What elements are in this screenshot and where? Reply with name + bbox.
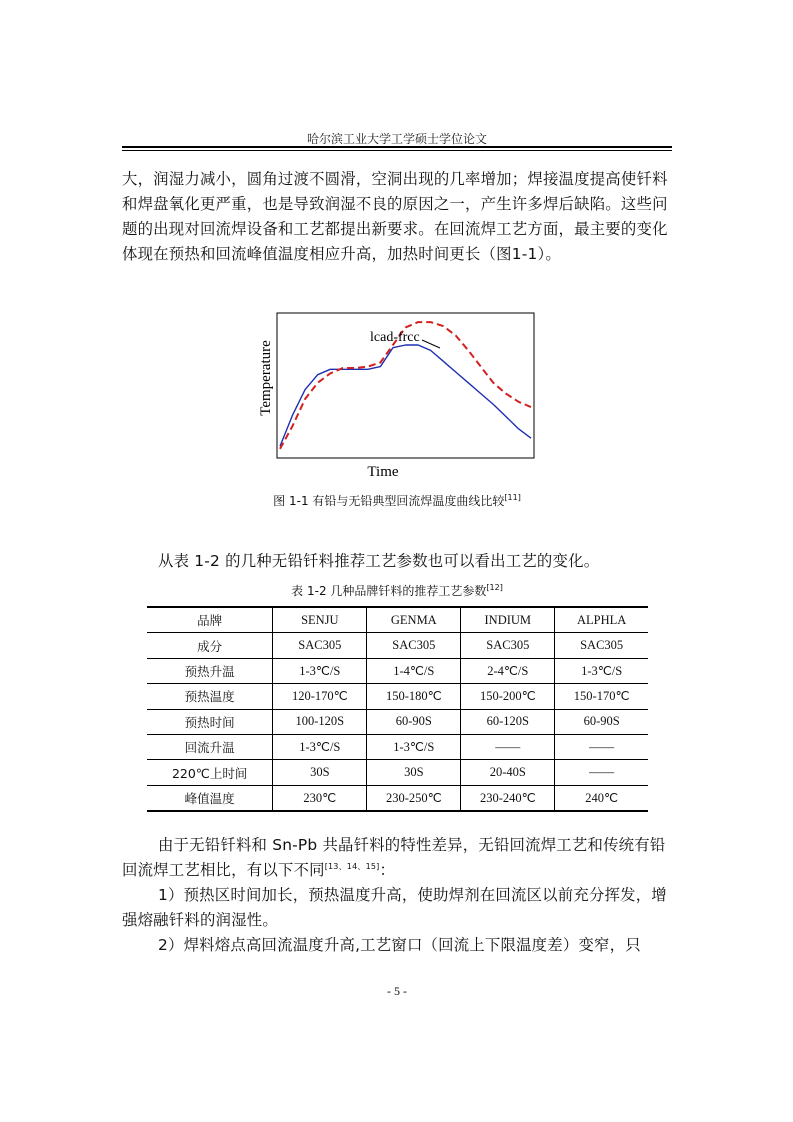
annotation-label: lcad-frcc [370, 330, 420, 345]
paragraph-1: 大，润湿力减小，圆角过渡不圆滑，空洞出现的几率增加；焊接温度提高使钎料和焊盘氧化更严重，也是导致润湿不良的原因之一，产生许多焊后缺陷。这些问题的出现对回流焊设备和工艺都提出新要求。在回流焊工艺方面，最主要的变化体现在预热和回流峰值温度相应升高，加热时间更长（图1-1）。 [122, 170, 668, 263]
table-cell: SAC305 [273, 633, 367, 658]
table-cell: 1-3℃/S [273, 658, 367, 683]
table-row [147, 785, 648, 811]
header-alphla: ALPHLA [555, 607, 648, 633]
table-row [147, 734, 648, 759]
tin-lead-curve [280, 345, 531, 446]
table-cell: 60-90S [367, 709, 461, 734]
table-cell: 1-3℃/S [273, 734, 367, 759]
row-label: 220℃上时间 [147, 760, 273, 785]
table-row [147, 760, 648, 785]
paragraph-3-ref: [13、14、15] [324, 861, 380, 871]
header-brand: 品牌 [147, 607, 273, 633]
table-cell: 230-240℃ [461, 785, 555, 811]
table-header-row [147, 607, 648, 633]
table-cell: 240℃ [555, 785, 648, 811]
paragraph-3-text: 由于无铅钎料和 Sn-Pb 共晶钎料的特性差异，无铅回流焊工艺和传统有铅回流焊工艺相比，有以下不同 [122, 836, 666, 879]
figure-caption-text: 图 1-1 有铅与无铅典型回流焊温度曲线比较 [273, 494, 505, 508]
table-caption [122, 582, 672, 599]
header-rule-thin [122, 150, 672, 151]
table-cell: 230-250℃ [367, 785, 461, 811]
table-cell: SAC305 [367, 633, 461, 658]
table-cell: SAC305 [461, 633, 555, 658]
table-cell: 1-4℃/S [367, 658, 461, 683]
table-row [147, 709, 648, 734]
table-cell: 1-3℃/S [367, 734, 461, 759]
table-cell: —— [461, 734, 555, 759]
table-cell: 150-170℃ [555, 684, 648, 709]
paragraph-3 [122, 833, 672, 883]
table-cell: 150-200℃ [461, 684, 555, 709]
table-cell: 230℃ [273, 785, 367, 811]
paragraph-3-end: ： [379, 861, 396, 879]
annotation-leader [422, 340, 440, 348]
process-parameters-table [147, 606, 648, 812]
running-header: 哈尔滨工业大学工学硕士学位论文 [306, 132, 487, 146]
x-axis-label: Time [367, 464, 399, 480]
row-label: 回流升温 [147, 734, 273, 759]
row-label: 成分 [147, 633, 273, 658]
table-cell: 20-40S [461, 760, 555, 785]
table-cell: 1-3℃/S [555, 658, 648, 683]
row-label: 预热温度 [147, 684, 273, 709]
header-indium: INDIUM [461, 607, 555, 633]
table-cell: 60-90S [555, 709, 648, 734]
table-row [147, 633, 648, 658]
paragraph-2: 从表 1-2 的几种无铅钎料推荐工艺参数也可以看出工艺的变化。 [158, 552, 600, 570]
table-cell: 120-170℃ [273, 684, 367, 709]
table-cell: —— [555, 760, 648, 785]
table-row [147, 684, 648, 709]
header-rule-thick [122, 146, 672, 148]
paragraph-5: 2）焊料熔点高回流温度升高,工艺窗口（回流上下限温度差）变窄，只 [158, 936, 641, 954]
row-label: 峰值温度 [147, 785, 273, 811]
table-caption-ref: [12] [486, 583, 503, 592]
header-genma: GENMA [367, 607, 461, 633]
reflow-profile-figure [250, 310, 550, 485]
row-label: 预热升温 [147, 658, 273, 683]
table-cell: 2-4℃/S [461, 658, 555, 683]
table-cell: 100-120S [273, 709, 367, 734]
page-number: - 5 - [387, 984, 407, 998]
table-row [147, 658, 648, 683]
figure-caption [122, 492, 672, 509]
row-label: 预热时间 [147, 709, 273, 734]
table-caption-text: 表 1-2 几种品牌钎料的推荐工艺参数 [291, 584, 487, 598]
table-cell: 150-180℃ [367, 684, 461, 709]
table-cell: 60-120S [461, 709, 555, 734]
y-axis-label: Temperature [258, 340, 274, 416]
table-cell: 30S [367, 760, 461, 785]
paragraph-4: 1）预热区时间加长，预热温度升高，使助焊剂在回流区以前充分挥发，增强熔融钎料的润湿性。 [122, 886, 667, 929]
table-cell: 30S [273, 760, 367, 785]
table-cell: —— [555, 734, 648, 759]
figure-caption-ref: [11] [504, 493, 521, 502]
table-cell: SAC305 [555, 633, 648, 658]
header-senju: SENJU [273, 607, 367, 633]
